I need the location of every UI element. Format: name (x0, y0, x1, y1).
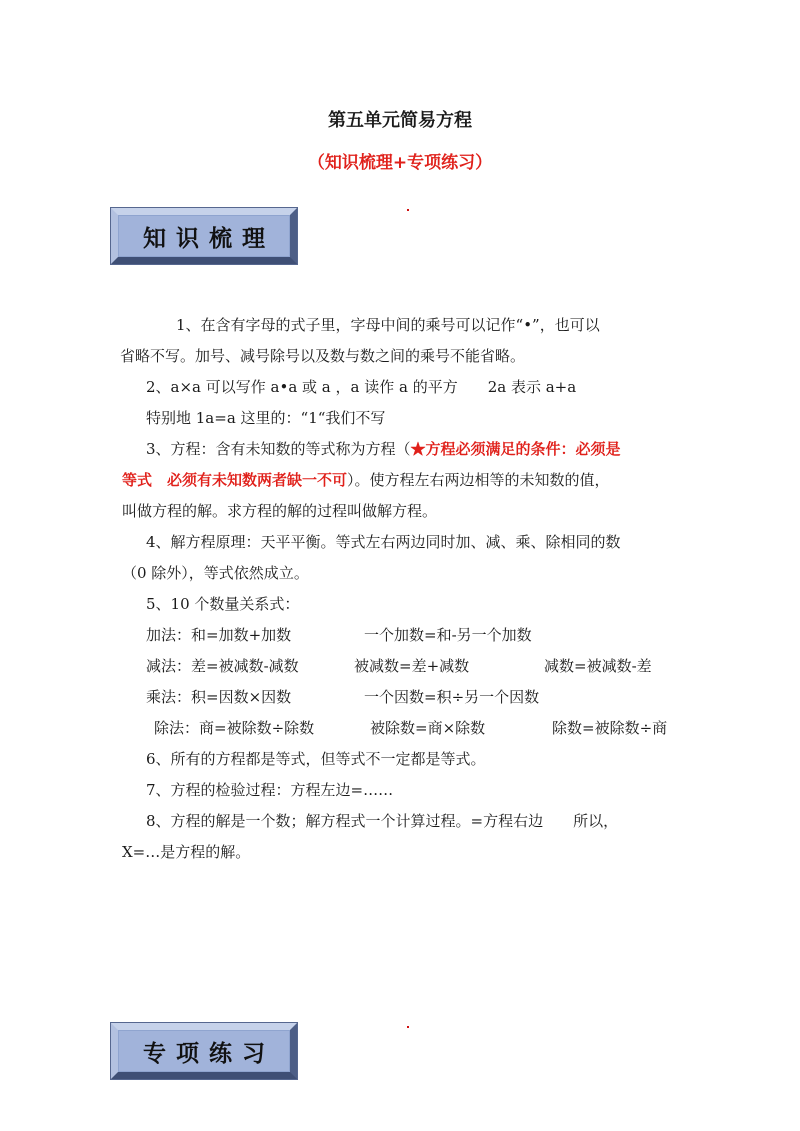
paragraph-1b: 省略不写。加号、减号除号以及数与数之间的乘号不能省略。 (120, 347, 526, 365)
addition-rule-2: 一个加数=和-另一个加数 (364, 626, 532, 644)
subtraction-rule-3: 减数=被减数-差 (544, 657, 652, 675)
relation-row-addition (122, 620, 688, 651)
red-dot-mark-2 (407, 1026, 409, 1028)
paragraph-3b-text: ）。使方程左右两边相等的未知数的值， (347, 471, 610, 489)
paragraph-6: 6、所有的方程都是等式，但等式不一定都是等式。 (146, 750, 486, 768)
red-dot-mark (407, 209, 409, 211)
relation-row-multiplication (122, 682, 688, 713)
paragraph-5: 5、10 个数量关系式： (146, 595, 300, 613)
paragraph-8b: X=…是方程的解。 (122, 843, 251, 861)
relation-row-division (122, 713, 688, 744)
subtraction-rule-1: 减法：差=被减数-减数 (146, 657, 299, 675)
paragraph-3b-highlight: 等式 必须有未知数两者缺一不可 (122, 471, 348, 489)
section-header-practice (110, 1022, 298, 1080)
division-rule-2: 被除数=商×除数 (370, 719, 486, 737)
paragraph-4a: 4、解方程原理：天平平衡。等式左右两边同时加、减、乘、除相同的数 (146, 533, 621, 551)
section-title-knowledge: 知识梳理 (119, 216, 289, 256)
paragraph-3a-highlight: ★方程必须满足的条件：必须是 (410, 440, 621, 458)
paragraph-3a (122, 434, 688, 465)
paragraph-8a: 8、方程的解是一个数；解方程式一个计算过程。=方程右边 所以， (146, 812, 619, 830)
paragraph-3b (122, 465, 688, 496)
subtraction-rule-2: 被减数=差+减数 (354, 657, 470, 675)
section-header-knowledge (110, 207, 298, 265)
relation-row-subtraction (122, 651, 688, 682)
paragraph-3a-text: 3、方程：含有未知数的等式称为方程（ (146, 440, 411, 458)
document-title: 第五单元简易方程 (328, 110, 472, 131)
paragraph-3c: 叫做方程的解。求方程的解的过程叫做解方程。 (122, 502, 438, 520)
paragraph-1a: 1、在含有字母的式子里，字母中间的乘号可以记作“•”，也可以 (176, 316, 600, 334)
addition-rule-1: 加法：和=加数+加数 (146, 626, 292, 644)
paragraph-2b: 特别地 1a=a 这里的：“1“我们不写 (146, 409, 386, 427)
section-title-practice: 专项练习 (119, 1031, 289, 1071)
division-rule-3: 除数=被除数÷商 (552, 719, 668, 737)
multiplication-rule-1: 乘法：积=因数×因数 (146, 688, 292, 706)
paragraph-4b: （0 除外），等式依然成立。 (122, 564, 309, 582)
multiplication-rule-2: 一个因数=积÷另一个因数 (364, 688, 540, 706)
knowledge-body (122, 310, 688, 868)
paragraph-2: 2、a×a 可以写作 a•a 或 a ，a 读作 a 的平方 2a 表示 a+a (146, 378, 577, 396)
document-subtitle: （知识梳理+专项练习） (307, 153, 493, 173)
paragraph-7: 7、方程的检验过程：方程左边=…… (146, 781, 394, 799)
division-rule-1: 除法：商=被除数÷除数 (154, 719, 315, 737)
